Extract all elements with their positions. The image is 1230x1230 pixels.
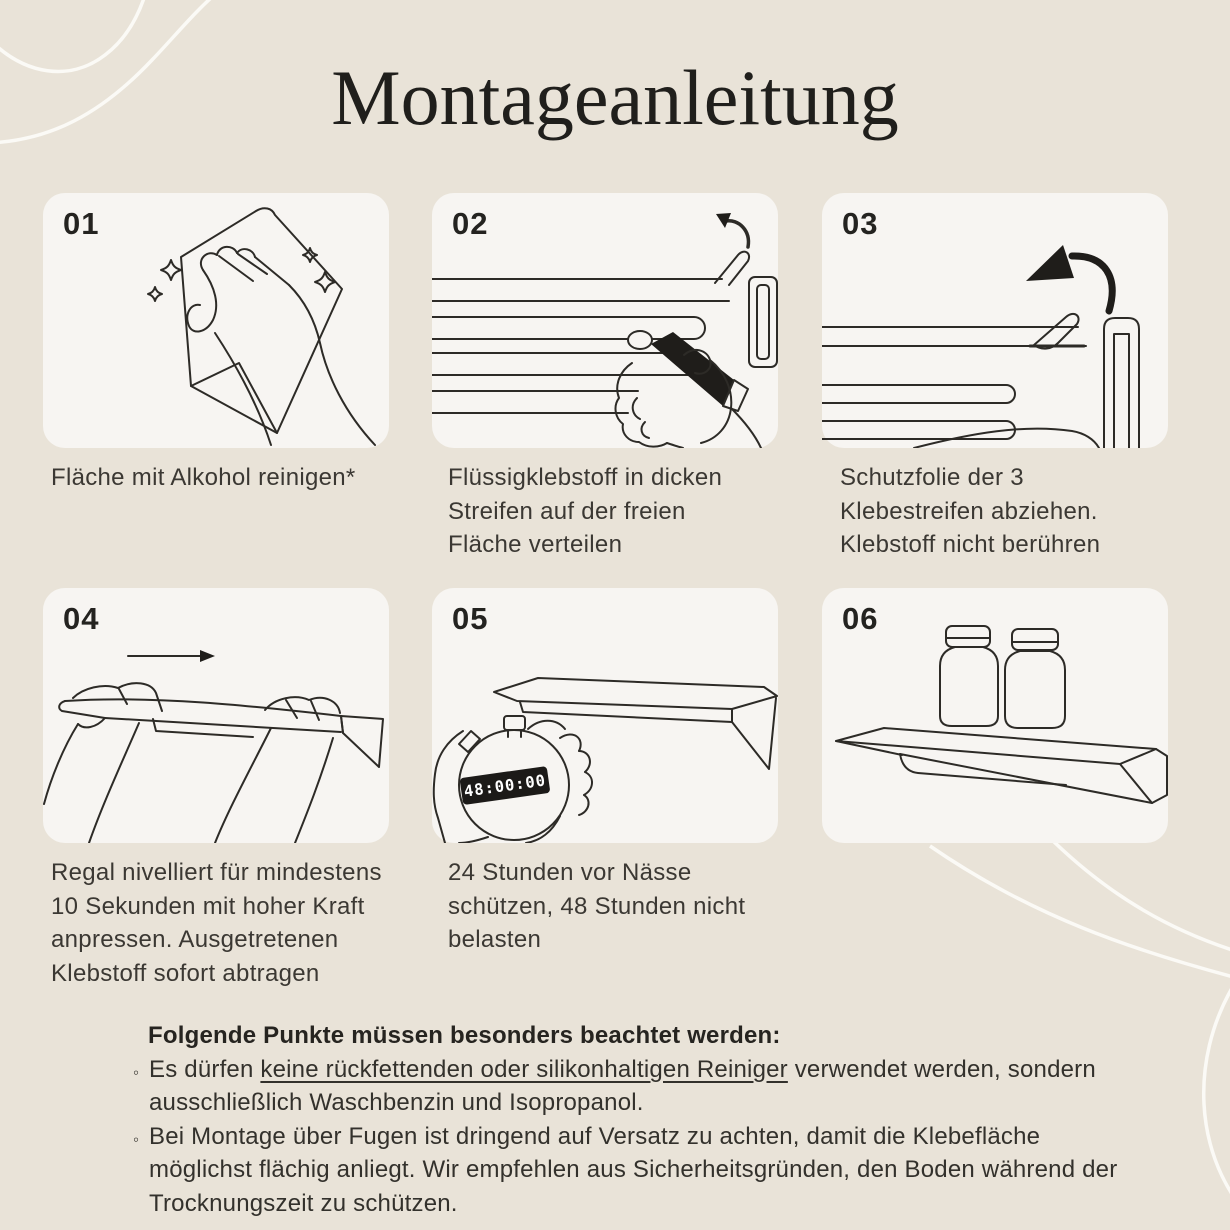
- notes-section: [133, 1019, 1145, 1220]
- step-card-03: [822, 193, 1168, 448]
- step-card-02: [432, 193, 778, 448]
- underlined-phrase: keine rückfettenden oder silikonhaltigen Reiniger: [260, 1055, 788, 1083]
- step-caption-05: 24 Stunden vor Nässe schützen, 48 Stunden nicht belasten: [448, 859, 746, 953]
- deco-curve-right-lower: [930, 846, 1230, 980]
- slide-arrow-head: [200, 650, 215, 662]
- note-text: Bei Montage über Fugen ist dringend auf Versatz zu achten, damit die Klebefläche möglichst flächig anliegt. Wir empfehlen aus Sicherheitsgründen, den Boden während der Trocknungszeit zu schützen.: [149, 1122, 1118, 1217]
- sparkle-icon: [161, 260, 181, 280]
- step-caption-01: Fläche mit Alkohol reinigen*: [51, 464, 356, 491]
- step-number: 02: [452, 206, 489, 241]
- peel-arrow-head: [1026, 245, 1074, 281]
- stopwatch-crown: [504, 716, 525, 730]
- step-card-06: [822, 588, 1168, 843]
- press-shelf-with-hands-illustration: [43, 588, 389, 843]
- mounted-shelf-with-jars-illustration: [822, 588, 1168, 843]
- page-title: Montageanleitung: [331, 54, 899, 141]
- notes-heading: Folgende Punkte müssen besonders beachtet werden:: [148, 1022, 781, 1049]
- list-item: [133, 1053, 1145, 1120]
- deco-curve-right-upper: [1046, 834, 1230, 954]
- stopwatch-timer-illustration: [432, 588, 778, 843]
- step-caption-02: Flüssigklebstoff in dicken Streifen auf der freien Fläche verteilen: [448, 464, 723, 558]
- step-card-04: [43, 588, 389, 843]
- sparkle-icon: [148, 287, 162, 301]
- jar-lid: [946, 626, 990, 647]
- step-caption-03: Schutzfolie der 3 Klebestreifen abziehen. Klebstoff nicht berühren: [840, 464, 1101, 558]
- list-item: [133, 1120, 1145, 1221]
- bullet-marker: ◦: [133, 1062, 140, 1082]
- step-card-05: [432, 588, 778, 843]
- glue-tube-on-strips-illustration: [432, 193, 778, 448]
- timer-display-value: 48:00:00: [462, 771, 548, 801]
- step-number: 05: [452, 601, 489, 636]
- jar-lid: [1012, 629, 1058, 650]
- step-number: 06: [842, 601, 879, 636]
- stopwatch-side-button: [459, 731, 480, 752]
- step-number: 04: [63, 601, 100, 636]
- step-card-01: [43, 193, 389, 448]
- bullet-marker: ◦: [133, 1129, 140, 1149]
- peel-arrow-icon: [726, 221, 748, 247]
- jar: [1005, 651, 1065, 728]
- jar: [940, 647, 998, 726]
- peel-arrow-icon: [1072, 256, 1112, 311]
- glue-tube: [651, 332, 734, 406]
- note-text: Es dürfen keine rückfettenden oder silikonhaltigen Reiniger verwendet werden, sondern ausschließlich Waschbenzin und Isopropanol.: [149, 1055, 1096, 1116]
- peel-protective-film-illustration: [822, 193, 1168, 448]
- step-caption-04: Regal nivelliert für mindestens 10 Sekunden mit hoher Kraft anpressen. Ausgetretenen Klebstoff sofort abtragen: [51, 859, 382, 987]
- step-number: 01: [63, 206, 100, 241]
- step-number: 03: [842, 206, 879, 241]
- hand-wiping-cloth-illustration: [43, 193, 389, 448]
- deco-curve-bottom-right: [1204, 988, 1230, 1208]
- sparkle-icon: [315, 272, 335, 292]
